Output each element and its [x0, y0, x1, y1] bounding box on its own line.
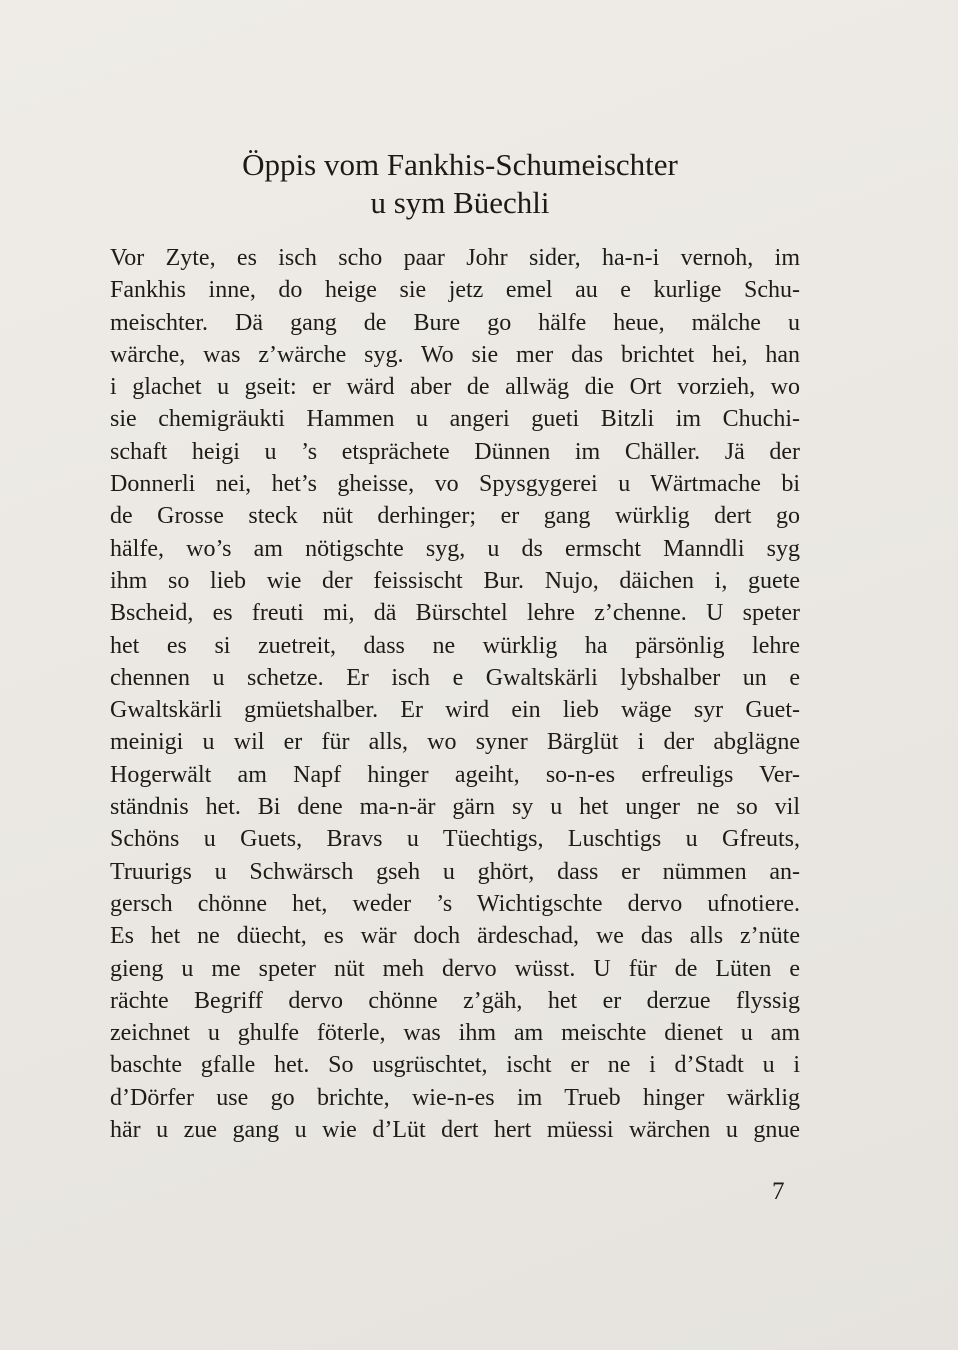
text-line: gieng u me speter nüt meh dervo wüsst. U für de Lüten e: [110, 955, 800, 982]
text-line: zeichnet u ghulfe föterle, was ihm am meischte dienet u am: [110, 1020, 800, 1047]
text-line: Vor Zyte, es isch scho paar Johr sider, ha-n-i vernoh, im: [110, 245, 800, 271]
text-line: Hogerwält am Napf hinger ageiht, so-n-es erfreuligs Ver-: [110, 761, 800, 788]
text-line: Es het ne düecht, es wär doch ärdeschad, we das alls z’nüte: [110, 923, 800, 950]
text-line: chennen u schetze. Er isch e Gwaltskärli lybshalber un e: [110, 664, 800, 691]
text-line: Donnerli nei, het’s gheisse, vo Spysgygerei u Wärtmache bi: [110, 471, 800, 498]
text-line: schaft heigi u ’s etsprächete Dünnen im Chäller. Jä der: [110, 438, 800, 465]
chapter-title-line-1: Öppis vom Fankhis-Schumeischter: [242, 147, 678, 182]
text-line: meischter. Dä gang de Bure go hälfe heue, mälche u: [110, 309, 800, 336]
body-text: [110, 242, 800, 1146]
text-line: ständnis het. Bi dene ma-n-är gärn sy u het unger ne so vil: [110, 794, 800, 821]
text-line: rächte Begriff dervo chönne z’gäh, het er derzue flyssig: [110, 987, 800, 1014]
text-line: Bscheid, es freuti mi, dä Bürschtel lehre z’chenne. U speter: [110, 600, 800, 627]
text-line: baschte gfalle het. So usgrüschtet, ischt er ne i d’Stadt u i: [110, 1052, 800, 1079]
text-line: Gwaltskärli gmüetshalber. Er wird ein lieb wäge syr Guet-: [110, 697, 800, 724]
text-line: wärche, was z’wärche syg. Wo sie mer das brichtet hei, han: [110, 341, 800, 368]
text-line: ihm so lieb wie der feissischt Bur. Nujo, däichen i, guete: [110, 567, 800, 594]
chapter-title-line-2: u sym Büechli: [370, 185, 550, 220]
text-line: het es si zuetreit, dass ne würklig ha pärsönlig lehre: [110, 632, 800, 659]
page-number: 7: [772, 1178, 785, 1205]
text-line: Truurigs u Schwärsch gseh u ghört, dass er nümmen an-: [110, 858, 800, 885]
text-line: hälfe, wo’s am nötigschte syg, u ds ermscht Manndli syg: [110, 535, 800, 562]
text-line: i glachet u gseit: er wärd aber de allwäg die Ort vorzieh, wo: [110, 374, 800, 401]
text-line: sie chemigräukti Hammen u angeri gueti Bitzli im Chuchi-: [110, 406, 800, 433]
text-line: d’Dörfer use go brichte, wie-n-es im Trueb hinger wärklig: [110, 1084, 800, 1111]
text-line: Schöns u Guets, Bravs u Tüechtigs, Luschtigs u Gfreuts,: [110, 826, 800, 853]
text-line: gersch chönne het, weder ’s Wichtigschte dervo ufnotiere.: [110, 890, 800, 917]
text-line: meinigi u wil er für alls, wo syner Bärglüt i der abglägne: [110, 729, 800, 756]
text-line: här u zue gang u wie d’Lüt dert hert müessi wärchen u gnue: [110, 1117, 800, 1144]
text-line: de Grosse steck nüt derhinger; er gang würklig dert go: [110, 503, 800, 530]
text-line: Fankhis inne, do heige sie jetz emel au e kurlige Schu-: [110, 277, 800, 304]
